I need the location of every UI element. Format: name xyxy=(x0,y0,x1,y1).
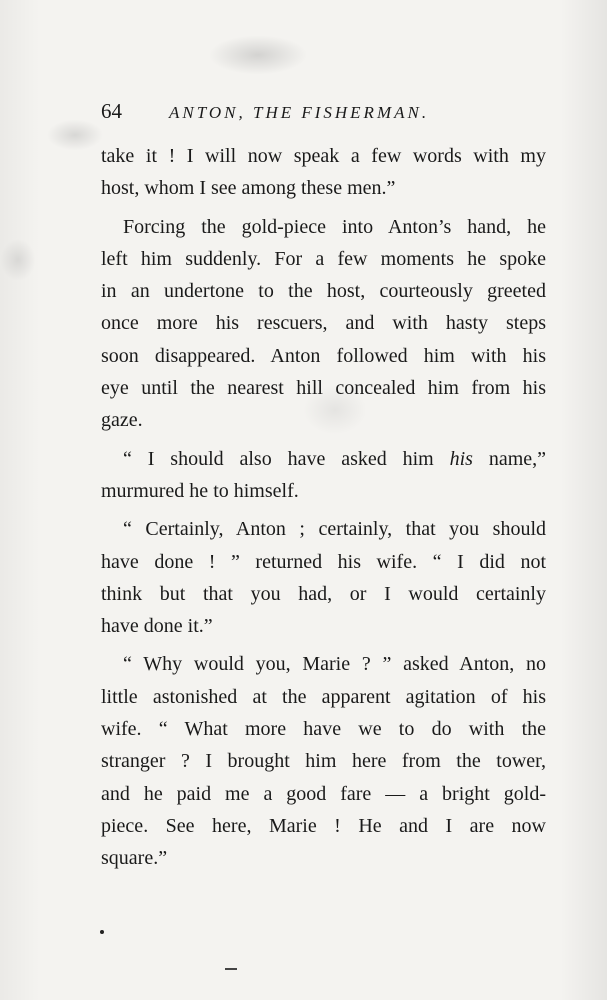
page-number: 64 xyxy=(101,99,122,123)
text-line: murmured he to himself. xyxy=(101,479,299,502)
text-line: host, whom I see among these men.” xyxy=(101,177,396,200)
text-line: piece. See here, Marie ! He and I are now xyxy=(101,814,546,837)
text-line: little astonished at the apparent agitation of his xyxy=(101,685,546,708)
text-line: Forcing the gold-piece into Anton’s hand, he xyxy=(123,215,546,238)
line-part: “ I should also have asked him xyxy=(123,447,450,470)
text-line: in an undertone to the host, courteously greeted xyxy=(101,280,546,303)
paragraph xyxy=(101,443,546,508)
ink-speck xyxy=(100,930,104,934)
running-head: ANTON, THE FISHERMAN. xyxy=(169,103,430,122)
text-line: stranger ? I brought him here from the tower, xyxy=(101,750,546,773)
paragraph xyxy=(101,211,546,437)
ink-dash xyxy=(225,968,237,970)
text-line: have done it.” xyxy=(101,615,213,638)
text-line: left him suddenly. For a few moments he spoke xyxy=(101,247,546,270)
text-line: and he paid me a good fare — a bright gold- xyxy=(101,782,546,805)
paragraph xyxy=(101,648,546,874)
paragraph xyxy=(101,513,546,642)
text-line: soon disappeared. Anton followed him with his xyxy=(101,344,546,367)
text-line: take it ! I will now speak a few words with my xyxy=(101,145,546,167)
text-line: wife. “ What more have we to do with the xyxy=(101,718,546,741)
page-header xyxy=(101,96,521,126)
body-text xyxy=(101,140,546,875)
line-part: name,” xyxy=(472,447,547,470)
text-line xyxy=(101,443,546,475)
text-line: “ Why would you, Marie ? ” asked Anton, no xyxy=(123,653,546,676)
paragraph xyxy=(101,140,546,205)
text-line: think but that you had, or I would certainly xyxy=(101,582,546,605)
text-line: square.” xyxy=(101,847,168,870)
text-line: eye until the nearest hill concealed him from his xyxy=(101,377,546,400)
text-line: gaze. xyxy=(101,409,143,432)
text-line: “ Certainly, Anton ; certainly, that you should xyxy=(123,518,546,541)
text-line: once more his rescuers, and with hasty steps xyxy=(101,312,546,335)
emphasis-his: his xyxy=(449,447,473,470)
text-line: have done ! ” returned his wife. “ I did not xyxy=(101,550,546,573)
